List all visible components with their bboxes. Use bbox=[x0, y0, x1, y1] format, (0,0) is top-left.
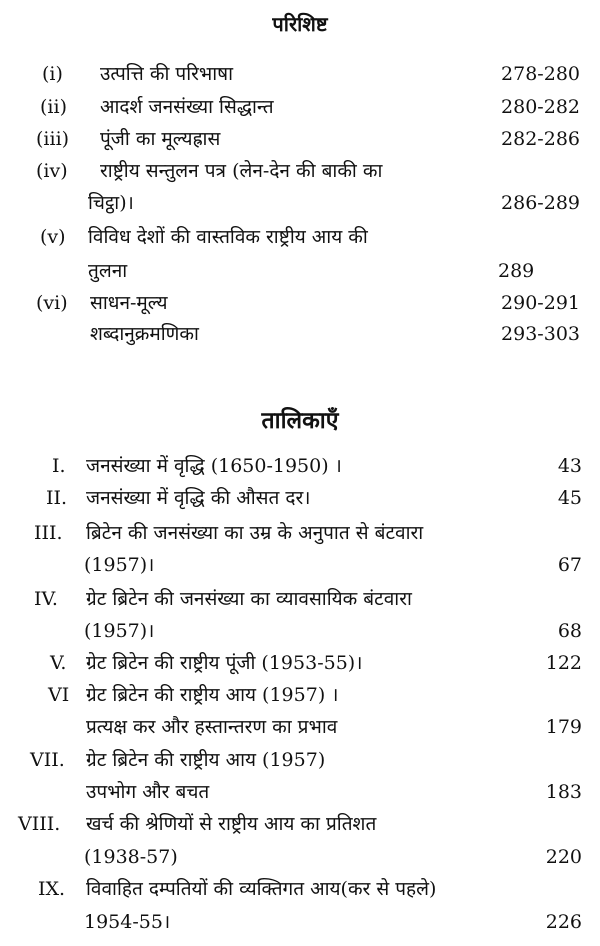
table-title-continued: 1954-55। bbox=[84, 911, 171, 933]
table-number: VIII. bbox=[18, 813, 61, 835]
appendix-heading: परिशिष्ट bbox=[272, 12, 328, 36]
table-page: 45 bbox=[557, 487, 582, 509]
table-page: 67 bbox=[557, 554, 582, 576]
table-number: VII. bbox=[30, 749, 65, 771]
table-title: जनसंख्या में वृद्धि की औसत दर। bbox=[86, 487, 311, 509]
table-title: ग्रेट ब्रिटेन की राष्ट्रीय आय (1957) । bbox=[86, 684, 339, 706]
table-page: 43 bbox=[557, 455, 582, 477]
entry-title: साधन-मूल्य bbox=[90, 292, 168, 314]
entry-number: (ii) bbox=[40, 96, 67, 118]
entry-title: उत्पत्ति की परिभाषा bbox=[100, 63, 234, 85]
entry-pages: 278-280 bbox=[501, 63, 580, 85]
table-page: 122 bbox=[545, 652, 582, 674]
entry-title-continued: तुलना bbox=[88, 260, 128, 282]
entry-number: (vi) bbox=[36, 292, 68, 314]
entry-title: शब्दानुक्रमणिका bbox=[90, 323, 199, 345]
table-title-continued: उपभोग और बचत bbox=[86, 781, 210, 803]
table-title-continued: प्रत्यक्ष कर और हस्तान्तरण का प्रभाव bbox=[86, 716, 338, 738]
table-number: V. bbox=[50, 652, 67, 674]
entry-pages: 286-289 bbox=[501, 192, 580, 214]
entry-title-continued: चिट्ठा)। bbox=[88, 192, 134, 214]
table-title: ब्रिटेन की जनसंख्या का उम्र के अनुपात से बंटवारा bbox=[86, 522, 424, 544]
entry-pages: 289 bbox=[498, 260, 535, 282]
entry-title: विविध देशों की वास्तविक राष्ट्रीय आय की bbox=[88, 226, 368, 248]
table-title: ग्रेट ब्रिटेन की राष्ट्रीय पूंजी (1953-55)। bbox=[86, 652, 363, 674]
table-page: 179 bbox=[545, 716, 582, 738]
entry-pages: 280-282 bbox=[501, 96, 580, 118]
table-page: 68 bbox=[557, 620, 582, 642]
entry-number: (v) bbox=[40, 226, 66, 248]
table-number: IV. bbox=[34, 588, 58, 610]
table-title-continued: (1938-57) bbox=[84, 846, 178, 868]
table-title: ग्रेट ब्रिटेन की राष्ट्रीय आय (1957) bbox=[86, 749, 326, 771]
entry-title: आदर्श जनसंख्या सिद्धान्त bbox=[100, 96, 274, 118]
entry-number: (i) bbox=[42, 63, 63, 85]
table-title-continued: (1957)। bbox=[84, 554, 155, 576]
entry-title: पूंजी का मूल्यह्रास bbox=[100, 128, 221, 150]
table-number: III. bbox=[34, 522, 63, 544]
table-page: 226 bbox=[545, 911, 582, 933]
entry-pages: 282-286 bbox=[501, 128, 580, 150]
table-page: 220 bbox=[545, 846, 582, 868]
tables-heading: तालिकाएँ bbox=[261, 407, 339, 434]
table-title: ग्रेट ब्रिटेन की जनसंख्या का व्यावसायिक बंटवारा bbox=[86, 588, 412, 610]
entry-number: (iii) bbox=[36, 128, 70, 150]
table-title: खर्च की श्रेणियों से राष्ट्रीय आय का प्रतिशत bbox=[86, 813, 377, 835]
table-title: जनसंख्या में वृद्धि (1650-1950) । bbox=[86, 455, 342, 477]
table-title-continued: (1957)। bbox=[84, 620, 155, 642]
entry-pages: 293-303 bbox=[501, 323, 580, 345]
table-page: 183 bbox=[545, 781, 582, 803]
table-number: I. bbox=[52, 455, 66, 477]
table-title: विवाहित दम्पतियों की व्यक्तिगत आय(कर से पहले) bbox=[86, 878, 437, 900]
entry-title: राष्ट्रीय सन्तुलन पत्र (लेन-देन की बाकी का bbox=[100, 160, 383, 182]
entry-number: (iv) bbox=[36, 160, 68, 182]
table-number: VI bbox=[48, 684, 70, 706]
table-number: II. bbox=[46, 487, 68, 509]
entry-pages: 290-291 bbox=[501, 292, 580, 314]
table-number: IX. bbox=[38, 878, 66, 900]
